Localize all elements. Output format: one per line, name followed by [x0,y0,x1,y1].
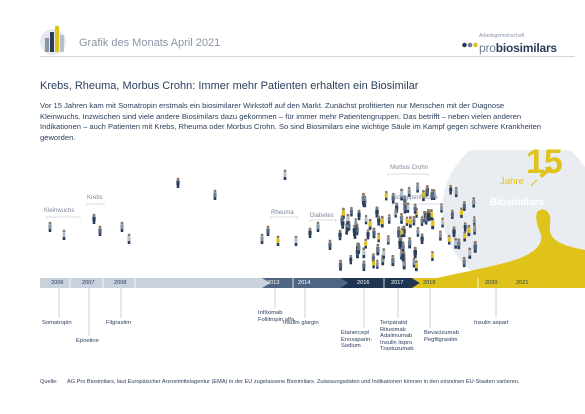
person-figure [382,248,385,259]
person-figure [409,216,413,228]
person-figure [377,215,380,225]
person-figure [405,217,408,226]
person-figure [412,258,415,268]
person-figure [266,226,269,236]
person-figure [339,260,342,271]
person-figure [467,225,471,236]
header-title: Grafik des Monats April 2021 [79,37,221,49]
person-figure [372,227,375,238]
person-figure [362,193,366,205]
person-figure [346,214,349,225]
person-figure [176,178,179,188]
person-figure [62,230,65,240]
person-figure [440,203,443,212]
person-figure [463,201,466,211]
drug-2008: Filgrastim [106,320,132,326]
person-figure [398,238,401,249]
drug-2018: Bevacizumab Pegfilgrastim [424,330,459,343]
person-figure [421,216,424,226]
indication-diabetes: Diabetes [310,213,334,219]
badge-number: 15 [526,143,562,181]
person-figure [416,182,419,192]
person-figure [353,225,356,236]
year-2008: 2008 [114,280,127,286]
indication-morbus-crohn: Morbus Crohn [390,165,429,171]
person-figure [350,207,353,217]
headline: Krebs, Rheuma, Morbus Crohn: Immer mehr Patienten erhalten ein Biosimilar [40,80,419,92]
year-2018: 2018 [423,280,436,286]
drug-2017: Teriparatid Rituximab Adalimumab Insulin lispro Trastuzumab [380,320,414,353]
year-2006: 2006 [51,280,64,286]
person-figure [283,170,286,180]
person-figure [463,257,466,267]
person-figure [340,215,343,225]
year-2016: 2016 [357,280,370,286]
person-figure [408,237,412,248]
drug-2006: Somatropin [42,320,72,326]
source-text: AG Pro Biosimilars, laut Europäischer Arzneimittelagentur (EMA) in der EU zugelassene Biosimilars. Zulassungsdaten und Indikationen können in den einzelnen EU-Staaten variieren. [67,379,520,385]
intro-paragraph: Vor 15 Jahren kam mit Somatropin erstmals ein biosimilarer Wirkstoff auf den Markt. Zunächst profitierten nur Menschen mit der Diagnose Kleinwuchs. Inzwischen sind viele andere Biosimilars dazu gekommen – für immer mehr Patientengruppen. Das betrifft – neben vielen anderen Indikationen – auch Patienten mit Krebs, Rheuma oder Morbus Crohn. So sind Biosimilars eine wichtige Säule im Kampf gegen schwere Krankheiten geworden. [40,101,542,142]
person-figure [412,216,415,226]
indication-rheuma: Rheuma [271,210,294,216]
year-2013: 2013 [267,280,280,286]
year-2007: 2007 [82,280,95,286]
person-figure [120,222,123,232]
indication-krebs: Krebs [87,195,103,201]
person-figure [98,226,101,236]
logo-dots-icon [462,42,478,48]
year-2020: 2020 [485,280,498,286]
person-figure [387,235,390,245]
person-figure [276,236,279,246]
person-figure [451,209,454,219]
person-figure [294,236,297,246]
person-figure [362,247,365,258]
person-figure [449,185,452,195]
indication-kleinwuchs: Kleinwuchs [44,208,75,214]
person-figure [464,222,467,232]
person-figure [394,208,397,217]
person-figure [463,231,466,241]
person-figure [413,247,417,259]
person-figure [385,191,388,201]
person-figure [401,251,404,262]
person-figure [473,224,476,234]
person-figure [472,197,475,207]
year-2017: 2017 [391,280,404,286]
patient-crowd [48,170,477,272]
person-figure [448,235,451,245]
drug-2013: Infliximab Follitropin alfa [258,310,295,323]
person-figure [338,230,341,241]
person-figure [452,226,455,237]
drug-2021: Insulin aspart [474,320,509,326]
person-figure [366,229,369,239]
person-figure [48,222,51,232]
person-figure [388,214,391,224]
badge-biosimilars: Biosimilars [490,197,544,208]
chart-bars-icon [40,22,70,56]
person-figure [420,233,423,244]
person-figure [401,228,404,237]
person-figure [439,231,442,241]
header-divider [40,56,575,57]
person-figure [427,210,431,222]
logo-subtitle: Arbeitsgemeinschaft [479,33,525,39]
person-figure [414,203,417,213]
year-2014: 2014 [298,280,311,286]
person-figure [365,215,368,224]
drug-2014: Insulin glargin [283,320,319,326]
year-2021: 2021 [516,280,529,286]
person-figure [431,251,434,261]
indication-schuppenflechte: Schuppenflechte [393,195,438,201]
drug-2016: Etanercept Enoxaparin- Sodium [341,330,373,350]
person-figure [328,240,331,250]
person-figure [441,218,444,228]
indication-brackets [46,174,442,222]
person-figure [473,216,476,225]
person-figure [364,239,367,249]
person-figure [400,213,403,224]
person-figure [308,228,311,238]
person-figure [457,238,460,249]
person-figure [92,214,95,224]
person-figure [127,234,130,244]
person-figure [372,258,375,268]
person-figure [454,238,457,249]
badge-jahre: Jahre [500,176,524,187]
person-figure [260,234,263,244]
person-figure [349,255,352,265]
logo-wordmark: probiosimilars [479,41,557,55]
person-figure [316,222,319,232]
person-figure [455,187,458,197]
person-figure [460,208,463,218]
person-figure [380,216,384,228]
drug-2007: Epoetine [76,338,99,344]
person-figure [368,219,371,230]
person-figure [377,233,380,243]
person-figure [376,244,380,256]
person-figure [376,260,379,269]
person-figure [473,241,477,253]
person-figure [403,202,407,213]
person-figure [362,261,365,272]
person-figure [357,210,360,221]
person-figure [468,248,471,259]
person-figure [391,255,394,266]
person-figure [357,243,360,254]
source-label: Quelle: [40,379,58,385]
person-figure [213,190,216,200]
person-figure [416,227,419,237]
